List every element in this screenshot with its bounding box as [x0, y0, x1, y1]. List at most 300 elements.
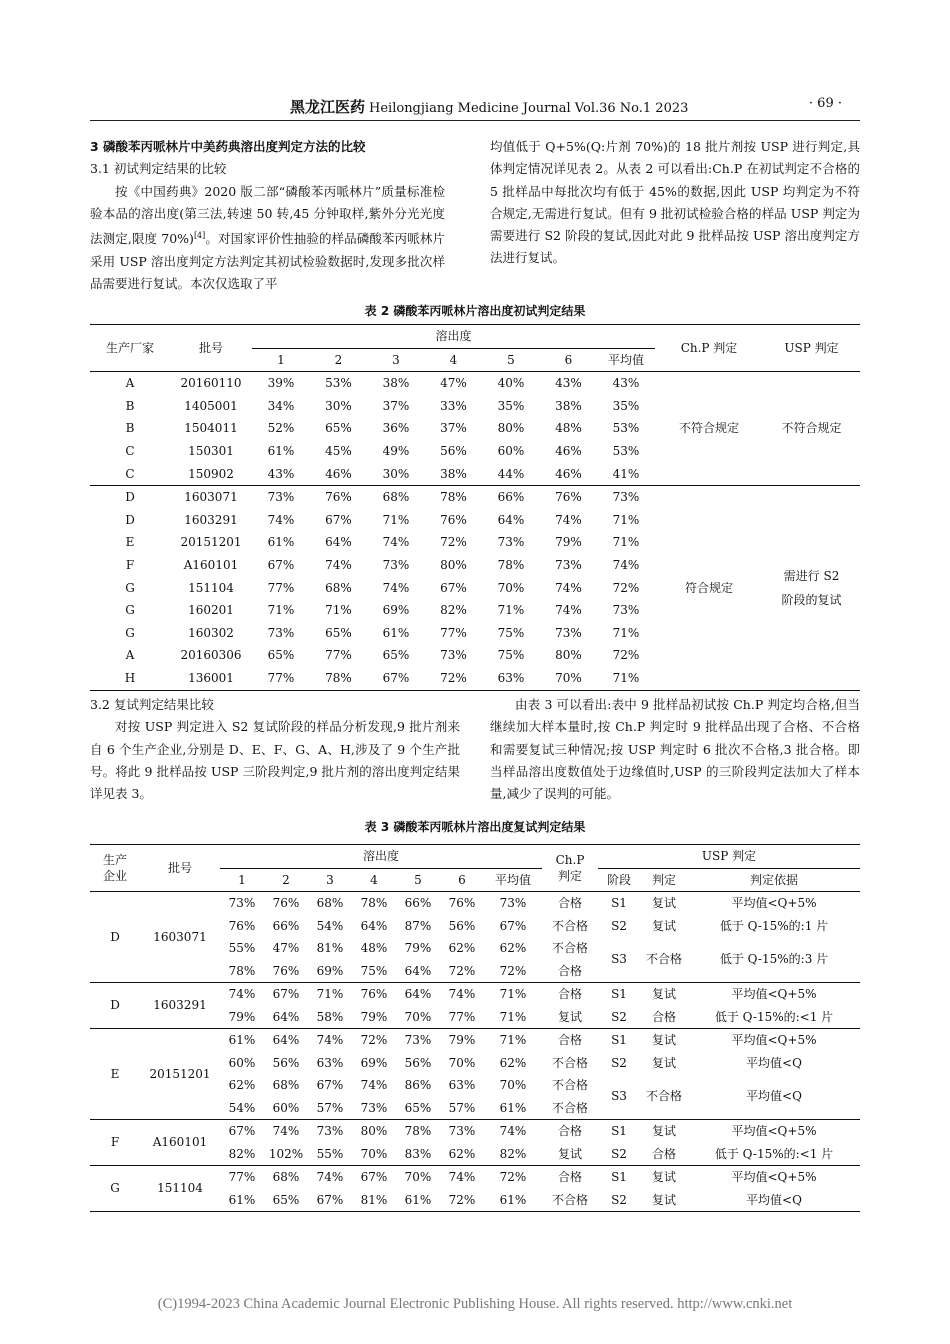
t2-cell: 53%	[612, 443, 640, 458]
t3-col-avg: 平均值	[494, 872, 531, 887]
t3-judge: 复试	[651, 1124, 676, 1138]
t3-group	[90, 1166, 860, 1212]
t3-header-chp	[542, 845, 598, 892]
t3-judge: 复试	[651, 918, 676, 933]
table-3	[90, 844, 860, 1212]
t2-chp-verdict: 不符合规定	[678, 421, 739, 436]
t2-cell: D	[125, 512, 135, 527]
t3-basis: 低于 Q-15%的:1 片	[719, 918, 829, 933]
t3-maker: G	[110, 1181, 120, 1196]
t2-cell: 53%	[325, 376, 352, 391]
t3-cell: 62%	[499, 1055, 527, 1070]
t3-cell: 67%	[228, 1124, 256, 1138]
t3-cell: 74%	[448, 987, 476, 1001]
t2-usp-verdict-line2: 阶段的复试	[781, 592, 842, 607]
t3-basis: 平均值<Q	[746, 1089, 802, 1104]
t3-stage: S1	[611, 987, 627, 1001]
t2-header-dissolution: 溶出度	[252, 325, 655, 349]
t2-cell: 72%	[440, 535, 467, 550]
t3-cell: 71%	[499, 1033, 527, 1047]
t3-basis: 平均值<Q	[746, 1192, 802, 1207]
t2-cell: 20160306	[180, 648, 242, 663]
t2-cell: 70%	[555, 670, 582, 685]
t2-cell: 36%	[382, 421, 410, 436]
table-2-caption: 表 2 磷酸苯丙哌林片溶出度初试判定结果	[364, 304, 586, 318]
t2-cell: 72%	[612, 580, 640, 595]
journal-title	[290, 96, 688, 117]
t3-group	[90, 1029, 860, 1120]
t2-cell: C	[125, 443, 135, 458]
t3-cell: 79%	[228, 1009, 256, 1024]
journal-title-cn: 黑龙江医药	[290, 98, 366, 116]
t3-cell: 72%	[360, 1033, 388, 1047]
section-3-2-heading: 3.2 复试判定结果比较	[90, 697, 214, 712]
t3-cell: 72%	[448, 963, 476, 978]
t3-cell: 55%	[316, 1146, 344, 1161]
t2-cell: 20151201	[180, 535, 242, 550]
t2-cell: 74%	[267, 512, 295, 527]
t3-cell: 55%	[228, 941, 256, 955]
t3-cell: 61%	[404, 1192, 432, 1207]
t2-cell: 46%	[325, 466, 352, 481]
t3-cell: 71%	[499, 1009, 527, 1024]
t3-col-basis: 判定依据	[749, 872, 798, 887]
paragraph-right-1: 均值低于 Q+5%(Q:片剂 70%)的 18 批片剂按 USP 进行判定,具体判定情况详见表 2。从表 2 可以看出:Ch.P 在初试判定不合格的 5 批样品中每批次均有低于 45%的数据,因此 USP 均判定为不符合规定,无需进行复试。但有 9 批初试检验合格的样品 USP 判定为需要进行 S2 阶段的复试,因此对此 9 批样品按 USP 溶出度判定方法进行复试。	[490, 139, 860, 266]
t2-cell: 61%	[267, 443, 295, 458]
table-row	[90, 892, 860, 915]
citation-4: [4]	[193, 231, 206, 241]
t3-batch: 151104	[157, 1181, 203, 1196]
t3-batch: 20151201	[149, 1066, 211, 1081]
t3-cell: 62%	[448, 1146, 476, 1161]
t3-stage: S1	[611, 1033, 627, 1047]
section-3-1-heading: 3.1 初试判定结果的比较	[90, 161, 227, 177]
t2-cell: 68%	[382, 490, 410, 505]
t2-cell: 73%	[612, 490, 640, 505]
t2-cell: A160101	[183, 557, 239, 572]
t2-cell: A	[125, 648, 135, 663]
t3-cell: 74%	[448, 1170, 476, 1184]
t2-cell: 136001	[188, 670, 234, 685]
t2-cell: 71%	[612, 535, 640, 550]
t3-cell: 76%	[228, 918, 256, 933]
t2-cell: 35%	[612, 398, 640, 413]
t2-cell: 74%	[555, 580, 582, 595]
t3-cell: 72%	[499, 963, 527, 978]
t3-cell: 83%	[404, 1146, 432, 1161]
t2-cell: 150902	[188, 466, 234, 481]
t2-cell: E	[125, 535, 135, 550]
t2-cell: 47%	[440, 376, 467, 391]
t3-cell: 68%	[316, 896, 344, 910]
t3-cell: 79%	[404, 941, 432, 955]
t3-cell: 70%	[404, 1170, 432, 1184]
paragraph-3-1-a: 按《中国药典》2020 版二部“磷酸苯丙哌林片”质量标准检验本品的溶出度(第三法,转速 50 转,45 分钟取样,紫外分光光度法测定,限度 70%)	[90, 183, 445, 247]
t3-stage: S2	[611, 1009, 627, 1024]
t2-cell: 78%	[497, 557, 525, 572]
t3-basis: 平均值<Q+5%	[731, 896, 817, 910]
t3-cell: 73%	[404, 1033, 432, 1047]
t3-cell: 73%	[360, 1100, 388, 1115]
t3-cell: 74%	[272, 1124, 300, 1138]
t3-judge: 合格	[651, 1146, 676, 1161]
t3-chp: 复试	[557, 1009, 582, 1024]
t2-cell: 40%	[497, 376, 525, 391]
t2-cell: 20160110	[180, 376, 242, 391]
t3-header-maker-l2: 企业	[102, 869, 127, 883]
t3-chp: 合格	[557, 963, 582, 978]
t3-cell: 78%	[404, 1124, 432, 1138]
t3-cell: 54%	[228, 1100, 256, 1115]
t3-cell: 47%	[272, 941, 300, 955]
t2-cell: 74%	[382, 580, 410, 595]
t2-cell: 52%	[267, 421, 295, 436]
t2-cell: 74%	[555, 512, 582, 527]
t3-stage: S1	[611, 1170, 627, 1184]
t3-col-judge: 判定	[651, 872, 676, 887]
t3-cell: 65%	[404, 1100, 432, 1115]
t3-col-stage: 阶段	[606, 872, 631, 887]
t3-cell: 71%	[499, 987, 527, 1001]
t2-cell: 75%	[497, 648, 525, 663]
t3-cell: 69%	[360, 1055, 388, 1070]
t2-cell: 71%	[497, 603, 525, 618]
t3-cell: 76%	[272, 896, 300, 910]
t2-cell: 66%	[497, 490, 525, 505]
t3-col-4: 4	[370, 872, 378, 887]
t3-cell: 74%	[228, 987, 256, 1001]
t3-cell: 79%	[448, 1033, 476, 1047]
journal-title-en: Heilongjiang Medicine Journal Vol.36 No.1 2023	[369, 101, 689, 116]
t2-cell: 44%	[497, 466, 525, 481]
t2-col-3: 3	[392, 352, 400, 367]
t2-cell: 38%	[382, 376, 410, 391]
t3-judge: 复试	[651, 987, 676, 1001]
t3-maker: D	[110, 998, 120, 1013]
t3-cell: 60%	[228, 1055, 256, 1070]
t2-cell: 71%	[382, 512, 410, 527]
t3-chp: 不合格	[551, 1055, 588, 1070]
t2-cell: 79%	[555, 535, 582, 550]
t3-cell: 56%	[272, 1055, 300, 1070]
t3-basis: 低于 Q-15%的:<1 片	[714, 1146, 834, 1161]
t3-batch: 1603291	[153, 998, 207, 1013]
t2-cell: 80%	[497, 421, 525, 436]
t3-header-maker-l1: 生产	[102, 853, 127, 867]
t3-chp: 合格	[557, 987, 582, 1001]
t3-basis: 平均值<Q+5%	[731, 1033, 817, 1047]
t3-cell: 64%	[404, 963, 432, 978]
t3-maker: D	[110, 929, 120, 944]
t2-cell: G	[125, 625, 135, 640]
t2-cell: 73%	[267, 625, 295, 640]
t2-cell: 43%	[612, 376, 640, 391]
t3-cell: 54%	[316, 918, 344, 933]
t2-cell: 80%	[555, 648, 582, 663]
t3-stage: S2	[611, 1192, 627, 1207]
t2-cell: 1603071	[184, 490, 238, 505]
t2-cell: 38%	[555, 398, 582, 413]
t3-header-usp: USP 判定	[598, 845, 860, 869]
t2-cell: 70%	[497, 580, 525, 595]
t2-cell: G	[125, 603, 135, 618]
t3-cell: 64%	[272, 1009, 300, 1024]
t3-maker: F	[110, 1135, 120, 1150]
t2-cell: A	[125, 376, 135, 391]
t2-cell: 63%	[497, 670, 525, 685]
t2-cell: 72%	[440, 670, 467, 685]
t3-cell: 69%	[316, 963, 344, 978]
t3-cell: 102%	[268, 1146, 304, 1161]
t3-col-3: 3	[326, 872, 334, 887]
t2-cell: 75%	[497, 625, 525, 640]
t3-cell: 67%	[272, 987, 300, 1001]
t3-chp: 合格	[557, 896, 582, 910]
t2-cell: 150301	[188, 443, 234, 458]
t3-cell: 73%	[448, 1124, 476, 1138]
t2-cell: 45%	[325, 443, 352, 458]
t3-cell: 64%	[272, 1033, 300, 1047]
t3-stage: S1	[611, 896, 627, 910]
t3-cell: 63%	[448, 1078, 476, 1092]
t3-cell: 82%	[228, 1146, 256, 1161]
t3-cell: 73%	[499, 896, 527, 910]
t3-cell: 77%	[228, 1170, 256, 1184]
t3-cell: 72%	[499, 1170, 527, 1184]
t3-cell: 56%	[448, 918, 476, 933]
t2-cell: 71%	[325, 603, 352, 618]
t3-cell: 70%	[499, 1078, 527, 1092]
t2-cell: 74%	[325, 557, 352, 572]
t3-cell: 74%	[499, 1124, 527, 1138]
t2-cell: 71%	[612, 512, 640, 527]
t2-cell: 61%	[382, 625, 410, 640]
t2-cell: 74%	[382, 535, 410, 550]
t3-basis: 平均值<Q+5%	[731, 987, 817, 1001]
t3-cell: 56%	[404, 1055, 432, 1070]
t3-batch: A160101	[152, 1135, 208, 1150]
t2-cell: 77%	[267, 580, 295, 595]
t3-cell: 71%	[316, 987, 344, 1001]
t2-cell: 69%	[382, 603, 410, 618]
t2-cell: 30%	[325, 398, 352, 413]
table-3-caption: 表 3 磷酸苯丙哌林片溶出度复试判定结果	[364, 820, 586, 834]
t3-cell: 76%	[448, 896, 476, 910]
t3-cell: 82%	[499, 1146, 527, 1161]
t3-cell: 67%	[316, 1078, 344, 1092]
t3-cell: 76%	[360, 987, 388, 1001]
t2-cell: 71%	[612, 670, 640, 685]
t2-cell: 65%	[325, 421, 352, 436]
t2-cell: 48%	[555, 421, 582, 436]
copyright-footer: (C)1994-2023 China Academic Journal Electronic Publishing House. All rights reserved. http://www.cnki.net	[157, 1296, 793, 1312]
t2-usp-verdict	[763, 486, 860, 690]
t3-cell: 58%	[316, 1009, 344, 1024]
t3-chp: 不合格	[551, 1078, 588, 1092]
t2-cell: 64%	[497, 512, 525, 527]
t3-basis: 低于 Q-15%的:3 片	[719, 952, 829, 967]
t3-judge: 不合格	[645, 1089, 682, 1104]
t2-cell: F	[125, 557, 135, 572]
t3-header-chp-l1: Ch.P	[555, 853, 585, 867]
t3-cell: 57%	[448, 1100, 476, 1115]
t3-cell: 61%	[499, 1192, 527, 1207]
t2-cell: 77%	[440, 625, 467, 640]
t3-cell: 67%	[316, 1192, 344, 1207]
t3-col-5: 5	[414, 872, 422, 887]
t3-cell: 70%	[360, 1146, 388, 1161]
t3-cell: 75%	[360, 963, 388, 978]
t3-header-dissolution: 溶出度	[220, 845, 542, 869]
t3-cell: 80%	[360, 1124, 388, 1138]
t3-cell: 67%	[499, 918, 527, 933]
t3-cell: 68%	[272, 1078, 300, 1092]
t3-cell: 76%	[272, 963, 300, 978]
t3-col-1: 1	[238, 872, 246, 887]
t2-cell: 68%	[325, 580, 352, 595]
t3-cell: 81%	[316, 941, 344, 955]
t2-header-batch: 批号	[170, 325, 252, 372]
t2-cell: 49%	[382, 443, 410, 458]
t2-cell: 73%	[555, 625, 582, 640]
t3-cell: 61%	[228, 1033, 256, 1047]
t2-cell: G	[125, 580, 135, 595]
t2-cell: 72%	[612, 648, 640, 663]
t2-cell: 73%	[382, 557, 410, 572]
t3-cell: 65%	[272, 1192, 300, 1207]
t3-cell: 57%	[316, 1100, 344, 1115]
table-row	[90, 1166, 860, 1189]
t3-cell: 74%	[360, 1078, 388, 1092]
t2-cell: 39%	[267, 376, 295, 391]
t2-cell: 78%	[325, 670, 352, 685]
table-row	[90, 372, 860, 395]
t3-col-6: 6	[458, 872, 466, 887]
t3-cell: 73%	[228, 896, 256, 910]
t3-cell: 78%	[228, 963, 256, 978]
t3-group	[90, 983, 860, 1029]
t2-cell: 74%	[612, 557, 640, 572]
t2-cell: 37%	[440, 421, 467, 436]
t2-col-avg: 平均值	[607, 352, 644, 367]
t3-stage: S1	[611, 1124, 627, 1138]
t3-judge: 复试	[651, 1033, 676, 1047]
t3-chp: 不合格	[551, 918, 588, 933]
t2-cell: 41%	[612, 466, 640, 481]
t2-cell: 65%	[267, 648, 295, 663]
t3-basis: 低于 Q-15%的:<1 片	[714, 1009, 834, 1024]
t2-cell: 73%	[555, 557, 582, 572]
t2-header-maker: 生产厂家	[90, 325, 170, 372]
t3-stage: S2	[611, 918, 627, 933]
t3-cell: 78%	[360, 896, 388, 910]
t2-chp-verdict: 符合规定	[684, 580, 733, 595]
t2-cell: 151104	[188, 580, 234, 595]
paragraph-3-2-left: 对按 USP 判定进入 S2 复试阶段的样品分析发现,9 批片剂来自 6 个生产企业,分别是 D、E、F、G、A、H,涉及了 9 个生产批号。将此 9 批样品按 USP 三阶段判定,9 批片剂的溶出度判定结果详见表 3。	[90, 719, 460, 802]
t3-cell: 63%	[316, 1055, 344, 1070]
t3-basis: 平均值<Q+5%	[731, 1170, 817, 1184]
t2-cell: 67%	[440, 580, 467, 595]
t3-header-maker	[90, 845, 140, 892]
t2-cell: 64%	[325, 535, 352, 550]
t2-cell: 65%	[325, 625, 352, 640]
t3-cell: 66%	[272, 918, 300, 933]
t2-cell: 53%	[612, 421, 640, 436]
t2-cell: 80%	[440, 557, 467, 572]
t2-cell: 1405001	[184, 398, 238, 413]
t2-cell: 78%	[440, 490, 467, 505]
running-header	[90, 92, 860, 121]
t3-chp: 合格	[557, 1124, 582, 1138]
t2-cell: 43%	[555, 376, 582, 391]
t2-col-5: 5	[507, 352, 515, 367]
t3-cell: 73%	[316, 1124, 344, 1138]
t3-cell: 62%	[499, 941, 527, 955]
t2-cell: D	[125, 490, 135, 505]
t2-cell: 67%	[325, 512, 352, 527]
table-row	[90, 1120, 860, 1143]
t2-header-usp: USP 判定	[763, 325, 860, 372]
t3-stage: S3	[611, 1089, 627, 1104]
t3-batch: 1603071	[153, 929, 207, 944]
t2-cell: 61%	[267, 535, 295, 550]
t2-cell: H	[124, 670, 136, 685]
t3-cell: 66%	[404, 896, 432, 910]
t2-cell: 76%	[440, 512, 467, 527]
paragraph-3-1-b: 。对国家评价性抽验的样品磷酸苯丙哌林片采用 USP 溶出度判定方法判定其初试检验数据时,发现多批次样品需要进行复试。本次仅选取了平	[90, 231, 445, 291]
t3-cell: 74%	[316, 1033, 344, 1047]
t3-stage: S2	[611, 1055, 627, 1070]
t2-usp-verdict-line1: 需进行 S2	[783, 568, 840, 583]
t2-cell: 71%	[267, 603, 295, 618]
t2-cell: 43%	[267, 466, 295, 481]
t3-cell: 74%	[316, 1170, 344, 1184]
t2-cell: 73%	[267, 490, 295, 505]
table-row	[90, 983, 860, 1006]
t3-cell: 62%	[228, 1078, 256, 1092]
t3-chp: 合格	[557, 1170, 582, 1184]
t3-judge: 复试	[651, 1170, 676, 1184]
t2-cell: 160302	[188, 625, 234, 640]
t2-col-6: 6	[564, 352, 573, 367]
t2-usp-verdict: 不符合规定	[781, 421, 842, 436]
section-3-heading: 3 磷酸苯丙哌林片中美药典溶出度判定方法的比较	[90, 139, 366, 154]
t3-chp: 复试	[557, 1146, 582, 1161]
t3-cell: 61%	[228, 1192, 256, 1207]
t2-cell: 33%	[440, 398, 467, 413]
t2-cell: 34%	[267, 398, 295, 413]
t3-cell: 79%	[360, 1009, 388, 1024]
t2-cell: 38%	[440, 466, 467, 481]
t3-judge: 复试	[651, 1055, 676, 1070]
t2-cell: 56%	[440, 443, 467, 458]
t2-cell: 1603291	[184, 512, 238, 527]
table-row	[90, 1029, 860, 1052]
t3-judge: 复试	[651, 1192, 676, 1207]
t2-cell: 73%	[612, 603, 640, 618]
t2-col-4: 4	[449, 352, 458, 367]
t2-cell: B	[125, 421, 135, 436]
t2-cell: 74%	[555, 603, 582, 618]
t3-judge: 合格	[651, 1009, 676, 1024]
t2-col-1: 1	[277, 352, 285, 367]
t2-cell: 71%	[612, 625, 640, 640]
t2-cell: 73%	[440, 648, 467, 663]
t2-cell: 35%	[497, 398, 525, 413]
t3-header-chp-l2: 判定	[557, 869, 582, 883]
t2-cell: 60%	[497, 443, 525, 458]
t2-cell: 65%	[382, 648, 410, 663]
